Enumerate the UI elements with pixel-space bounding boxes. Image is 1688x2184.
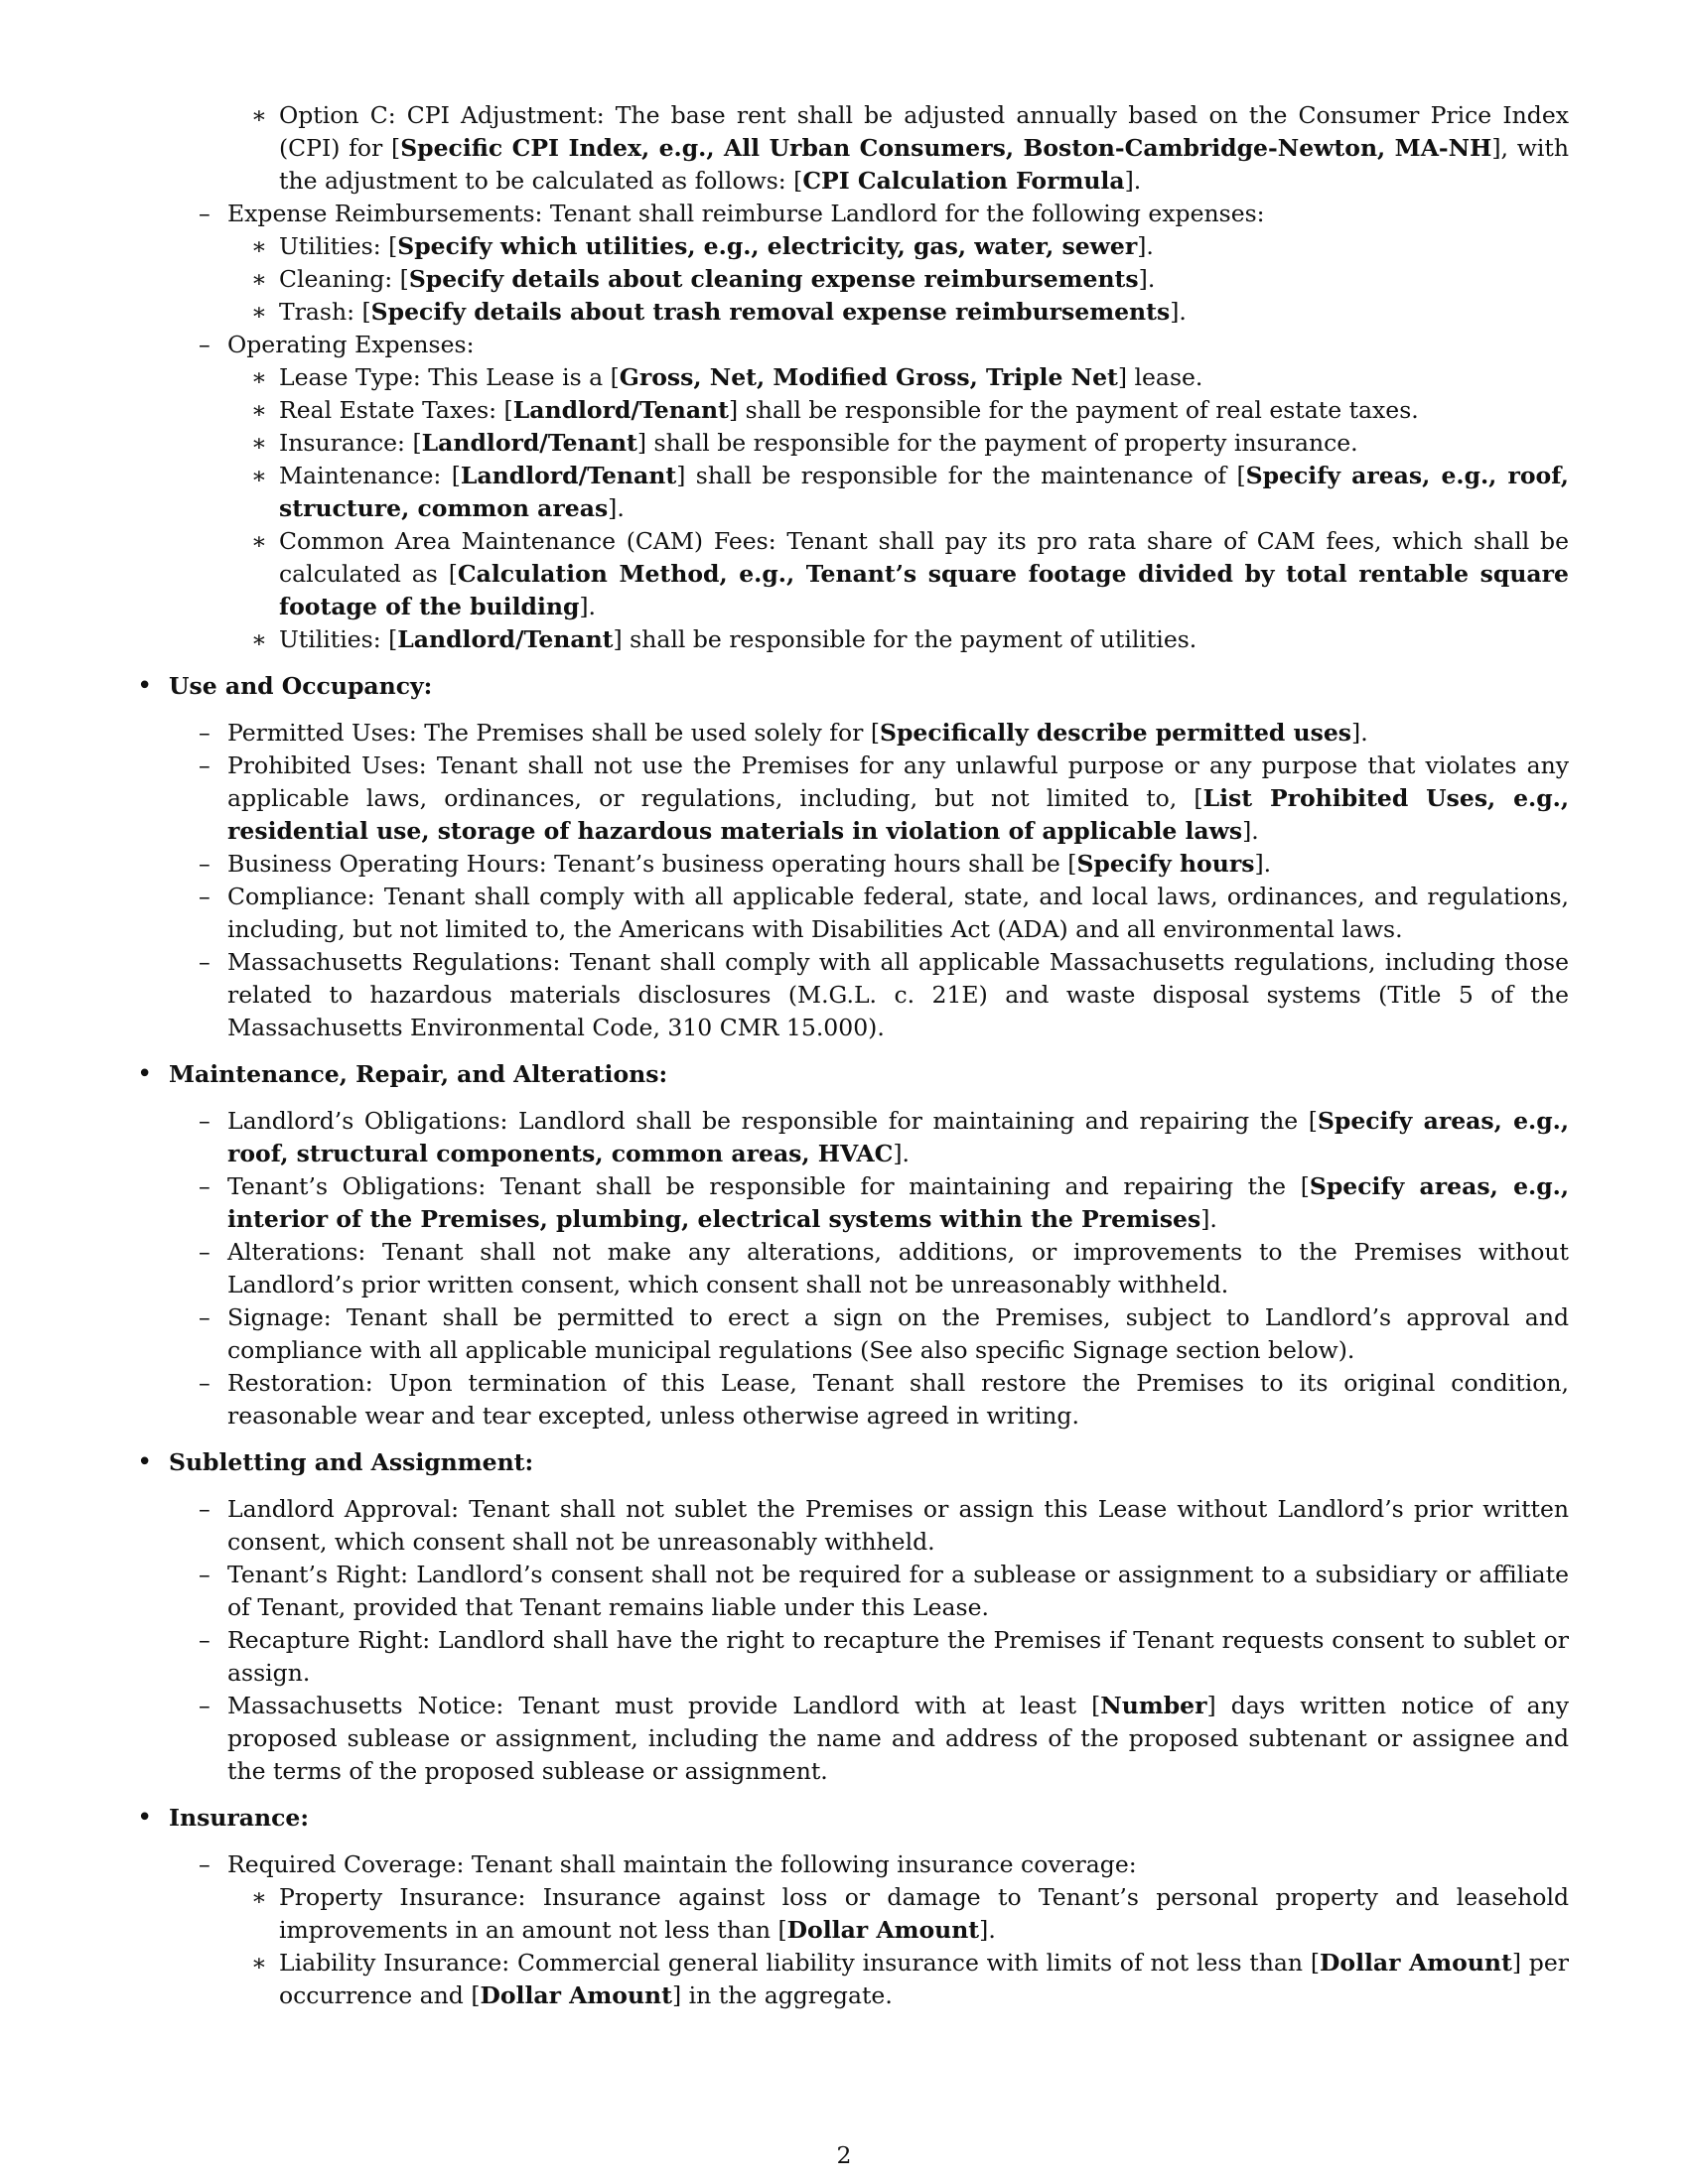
list-item-property-insurance: ∗ Property Insurance: Insurance against loss or damage to Tenant’s personal property and leasehold improvements in an amount not less than [Dollar Amount].: [251, 1883, 1569, 1944]
insurance-sublist: [139, 1848, 1569, 2012]
bullet-marker: ∗: [251, 363, 267, 391]
dash-marker: –: [199, 1626, 211, 1654]
document-body: [139, 99, 1569, 2012]
list-item-lease-type: ∗ Lease Type: This Lease is a [Gross, Net, Modified Gross, Triple Net] lease.: [139, 361, 1569, 394]
list-item-prohibited-uses: – Prohibited Uses: Tenant shall not use the Premises for any unlawful purpose or any purpose that violates any applicable laws, ordinances, or regulations, including, but not limited to, [List Prohibited Uses, e.g., residential use, storage of hazardous materials in violation of applicable laws].: [199, 751, 1569, 845]
bullet-marker: •: [137, 1059, 153, 1089]
list-item-tenant-obligations: – Tenant’s Obligations: Tenant shall be responsible for maintaining and repairing the [Specify areas, e.g., interior of the Premises, plumbing, electrical systems within the Premises].: [199, 1172, 1569, 1233]
dash-marker: –: [199, 1369, 211, 1397]
list-item-cleaning: ∗ Cleaning: [Specify details about cleaning expense reimbursements].: [139, 263, 1569, 296]
list-item-signage: – Signage: Tenant shall be permitted to erect a sign on the Premises, subject to Landlord’s approval and compliance with all applicable municipal regulations (See also specific Signage section below).: [199, 1303, 1569, 1364]
bullet-marker: ∗: [251, 462, 267, 489]
subletting-sublist: [139, 1493, 1569, 1788]
list-item-trash: ∗ Trash: [Specify details about trash removal expense reimbursements].: [139, 296, 1569, 329]
maintenance-sublist: [139, 1105, 1569, 1433]
bullet-marker: ∗: [251, 1949, 267, 1977]
list-item-expense-reimbursements: – Expense Reimbursements: Tenant shall reimburse Landlord for the following expenses:: [139, 198, 1569, 230]
list-item-restoration: – Restoration: Upon termination of this Lease, Tenant shall restore the Premises to its original condition, reasonable wear and tear excepted, unless otherwise agreed in writing.: [199, 1369, 1569, 1430]
dash-marker: –: [199, 1495, 211, 1523]
list-item-cpi-adjustment: ∗ Option C: CPI Adjustment: The base rent shall be adjusted annually based on the Consumer Price Index (CPI) for [Specific CPI Index, e.g., All Urban Consumers, Boston-Cambridge-Newton, MA-NH], with the adjustment to be calculated as follows: [CPI Calculation Formula].: [251, 101, 1569, 195]
bullet-marker: ∗: [251, 101, 267, 129]
dash-marker: –: [199, 883, 211, 910]
list-item-operating-hours: – Business Operating Hours: Tenant’s business operating hours shall be [Specify hours].: [139, 848, 1569, 881]
bullet-marker: ∗: [251, 1883, 267, 1911]
list-item-required-coverage: – Required Coverage: Tenant shall maintain the following insurance coverage:: [139, 1848, 1569, 1881]
dash-marker: –: [199, 719, 211, 747]
bullet-marker: ∗: [251, 298, 267, 326]
dash-marker: –: [199, 331, 211, 358]
section-heading: Maintenance, Repair, and Alterations:: [169, 1060, 668, 1088]
dash-marker: –: [199, 1850, 211, 1878]
bullet-marker: •: [137, 671, 153, 701]
bullet-marker: ∗: [251, 429, 267, 457]
list-item-real-estate-taxes: ∗ Real Estate Taxes: [Landlord/Tenant] shall be responsible for the payment of real estate taxes.: [139, 394, 1569, 427]
list-item-maintenance-expense: ∗ Maintenance: [Landlord/Tenant] shall be responsible for the maintenance of [Specify areas, e.g., roof, structure, common areas].: [251, 462, 1569, 522]
list-item-tenants-right: – Tenant’s Right: Landlord’s consent shall not be required for a sublease or assignment to a subsidiary or affiliate of Tenant, provided that Tenant remains liable under this Lease.: [199, 1561, 1569, 1621]
list-item-operating-expenses: – Operating Expenses:: [139, 329, 1569, 361]
section-heading: Use and Occupancy:: [169, 672, 433, 700]
list-item-massachusetts-notice: – Massachusetts Notice: Tenant must provide Landlord with at least [Number] days written notice of any proposed sublease or assignment, including the name and address of the proposed subtenant or assignee and the terms of the proposed sublease or assignment.: [199, 1692, 1569, 1785]
bullet-marker: ∗: [251, 625, 267, 653]
section-insurance: [139, 1802, 1569, 1835]
dash-marker: –: [199, 1238, 211, 1266]
list-item-landlord-approval: – Landlord Approval: Tenant shall not sublet the Premises or assign this Lease without Landlord’s prior written consent, which consent shall not be unreasonably withheld.: [199, 1495, 1569, 1556]
list-item-insurance-expense: ∗ Insurance: [Landlord/Tenant] shall be responsible for the payment of property insurance.: [139, 427, 1569, 460]
section-use-and-occupancy: [139, 670, 1569, 703]
section-subletting-assignment: [139, 1446, 1569, 1479]
use-sublist: [139, 717, 1569, 1044]
list-item-landlord-obligations: – Landlord’s Obligations: Landlord shall be responsible for maintaining and repairing the [Specify areas, e.g., roof, structural components, common areas, HVAC].: [199, 1107, 1569, 1167]
dash-marker: –: [199, 1303, 211, 1331]
dash-marker: –: [199, 1692, 211, 1719]
bullet-marker: ∗: [251, 527, 267, 555]
list-item-liability-insurance: ∗ Liability Insurance: Commercial general liability insurance with limits of not less than [Dollar Amount] per occurrence and [Dollar Amount] in the aggregate.: [251, 1949, 1569, 2009]
list-item-alterations: – Alterations: Tenant shall not make any alterations, additions, or improvements to the Premises without Landlord’s prior written consent, which consent shall not be unreasonably withheld.: [199, 1238, 1569, 1298]
list-item-cam-fees: ∗ Common Area Maintenance (CAM) Fees: Tenant shall pay its pro rata share of CAM fees, which shall be calculated as [Calculation Method, e.g., Tenant’s square footage divided by total rentable square footage of the building].: [251, 527, 1569, 620]
dash-marker: –: [199, 1172, 211, 1200]
list-item-utilities-reimb: ∗ Utilities: [Specify which utilities, e.g., electricity, gas, water, sewer].: [139, 230, 1569, 263]
bullet-marker: •: [137, 1447, 153, 1477]
dash-marker: –: [199, 850, 211, 878]
dash-marker: –: [199, 200, 211, 227]
section-maintenance-repair-alterations: [139, 1058, 1569, 1091]
dash-marker: –: [199, 1107, 211, 1135]
section-heading: Insurance:: [169, 1804, 310, 1832]
bullet-marker: ∗: [251, 265, 267, 293]
bullet-marker: •: [137, 1803, 153, 1833]
dash-marker: –: [199, 751, 211, 779]
bullet-marker: ∗: [251, 232, 267, 260]
list-item-compliance: – Compliance: Tenant shall comply with all applicable federal, state, and local laws, ordinances, and regulations, including, but not limited to, the Americans with Disabilities Act (ADA) and all environmental laws.: [199, 883, 1569, 943]
dash-marker: –: [199, 948, 211, 976]
bullet-marker: ∗: [251, 396, 267, 424]
page-number: 2: [836, 2141, 852, 2169]
list-item-operating-utilities: ∗ Utilities: [Landlord/Tenant] shall be responsible for the payment of utilities.: [139, 623, 1569, 656]
list-item-permitted-uses: – Permitted Uses: The Premises shall be used solely for [Specifically describe permitted uses].: [139, 717, 1569, 750]
section-heading: Subletting and Assignment:: [169, 1448, 534, 1476]
list-item-massachusetts-regulations: – Massachusetts Regulations: Tenant shall comply with all applicable Massachusetts regulations, including those related to hazardous materials disclosures (M.G.L. c. 21E) and waste disposal systems (Title 5 of the Massachusetts Environmental Code, 310 CMR 15.000).: [199, 948, 1569, 1041]
list-item-recapture-right: – Recapture Right: Landlord shall have the right to recapture the Premises if Tenant requests consent to sublet or assign.: [199, 1626, 1569, 1687]
dash-marker: –: [199, 1561, 211, 1588]
